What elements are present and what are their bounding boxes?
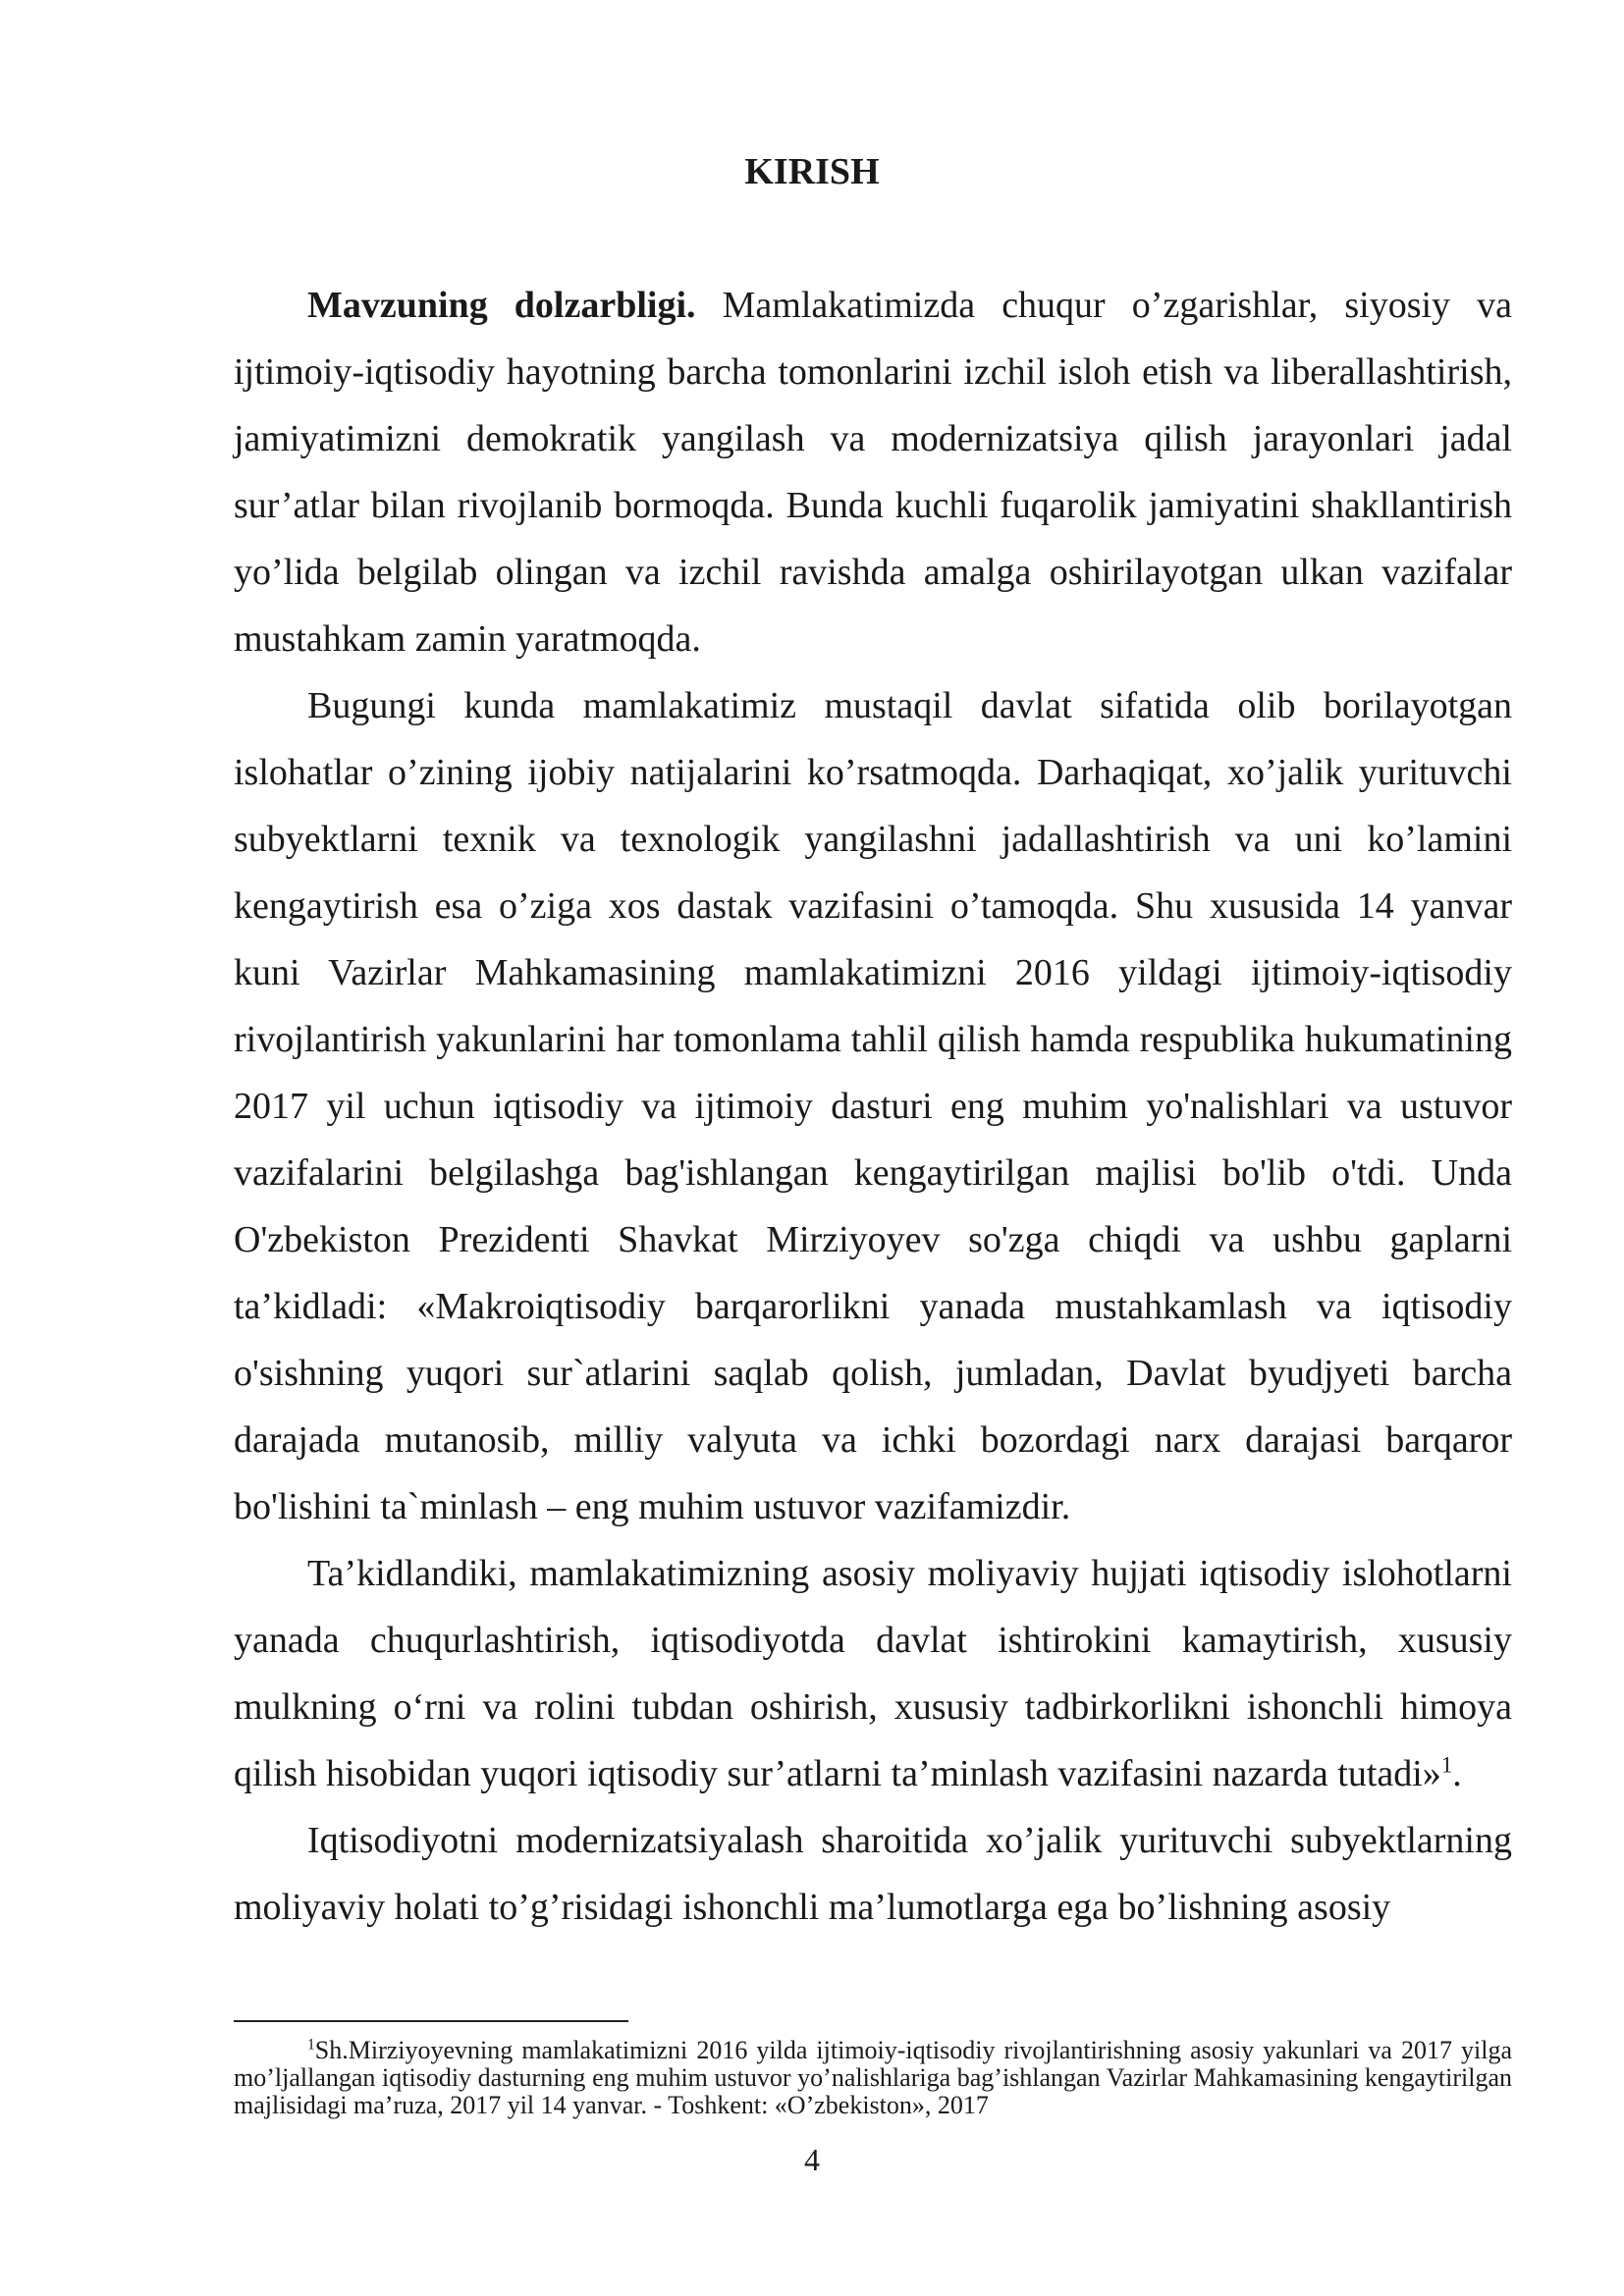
footnote-marker: 1 [307,2036,315,2054]
paragraph-modernization [234,1807,1512,1941]
paragraph-text: Mamlakatimizda chuqur o’zgarishlar, siyosiy va ijtimoiy-iqtisodiy hayotning barcha tomonlarini izchil isloh etish va liberallashtirish, jamiyatimizni demokratik yangilash va modernizatsiya qilish jarayonlari jadal sur’atlar bilan rivojlanib bormoqda. Bunda kuchli fuqarolik jamiyatini shakllantirish yo’lida belgilab olingan va izchil ravishda amalga oshirilayotgan ulkan vazifalar mustahkam zamin yaratmoqda. [234,285,1512,660]
footnote-text: Sh.Mirziyoyevning mamlakatimizni 2016 yilda ijtimoiy-iqtisodiy rivojlantirishning asosiy yakunlari va 2017 yilga mo’ljallangan iqtisodiy dasturning eng muhim ustuvor yo’nalishlariga bag’ishlangan Vazirlar Mahkamasining kengaytirilgan majlisidagi ma’ruza, 2017 yil 14 yanvar. - Toshkent: «O’zbekiston», 2017 [234,2036,1512,2119]
page-number: 4 [804,2142,820,2177]
paragraph-text: Bugungi kunda mamlakatimiz mustaqil davlat sifatida olib borilayotgan islohatlar o’zining ijobiy natijalarini ko’rsatmoqda. Darhaqiqat, xo’jalik yurituvchi subyektlarni texnik va texnologik yangilashni jadallashtirish va uni ko’lamini kengaytirish esa o’ziga xos dastak vazifasini o’tamoqda. Shu xususida 14 yanvar kuni Vazirlar Mahkamasining mamlakatimizni 2016 yildagi ijtimoiy-iqtisodiy rivojlantirish yakunlarini har tomonlama tahlil qilish hamda respublika hukumatining 2017 yil uchun iqtisodiy va ijtimoiy dasturi eng muhim yo'nalishlari va ustuvor vazifalarini belgilashga bag'ishlangan kengaytirilgan majlisi bo'lib o'tdi. Unda O'zbekiston Prezidenti Shavkat Mirziyoyev so'zga chiqdi va ushbu gaplarni ta’kidladi: «Makroiqtisodiy barqarorlikni yanada mustahkamlash va iqtisodiy o'sishning yuqori sur`atlarini saqlab qolish, jumladan, Davlat byudjyeti barcha darajada mutanosib, milliy valyuta va ichki bozordagi narx darajasi barqaror bo'lishini ta`minlash – eng muhim ustuvor vazifamizdir. [234,685,1512,1527]
footnote-reference[interactable]: 1 [1440,1752,1453,1778]
footnote-separator [234,2020,628,2022]
paragraph-text: Ta’kidlandiki, mamlakatimizning asosiy moliyaviy hujjati iqtisodiy islohotlarni yanada chuqurlashtirish, iqtisodiyotda davlat ishtirokini kamaytirish, xususiy mulkning o‘rni va rolini tubdan oshirish, xususiy tadbirkorlikni ishonchli himoya qilish hisobidan yuqori iqtisodiy sur’atlarni ta’minlash vazifasini nazarda tutadi» [234,1553,1512,1794]
paragraph-lead: Mavzuning dolzarbligi. [307,285,696,326]
paragraph-relevance [234,272,1512,672]
footnote [234,2037,1512,2119]
paragraph-text-end: . [1452,1753,1462,1794]
paragraph-reforms [234,672,1512,1540]
page-title: KIRISH [744,151,880,192]
paragraph-text: Iqtisodiyotni modernizatsiyalash sharoitida xo’jalik yurituvchi subyektlarning moliyaviy holati to’g’risidagi ishonchli ma’lumotlarga ega bo’lishning asosiy [234,1820,1512,1928]
body-text [234,272,1512,1941]
paragraph-budget [234,1540,1512,1807]
